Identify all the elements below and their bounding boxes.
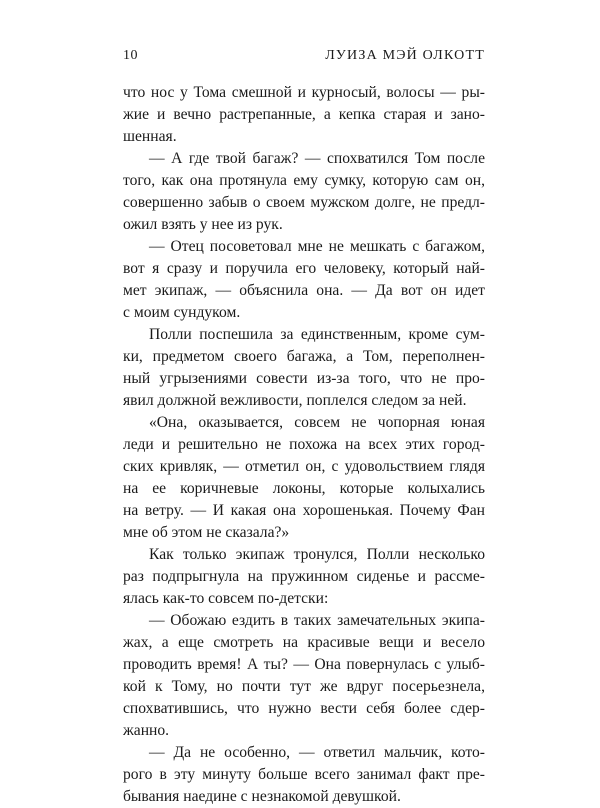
text-line: — Отец посоветовал мне не мешкать с багажом, [149, 238, 485, 255]
text-line: Как только экипаж тронулся, Полли несколько [149, 546, 485, 563]
text-line: кой к Тому, но почти тут же вдруг посерьезнела, [123, 678, 485, 695]
text-line: Полли поспешила за единственным, кроме сум- [149, 326, 485, 343]
text-line: проводить время! А ты? — Она повернулась с улыб- [123, 656, 485, 673]
text-line: спохватившись, что нужно вести себя более сдер- [123, 700, 485, 717]
text-line: ялась как-то совсем по-детски: [123, 590, 329, 607]
text-line: что нос у Тома смешной и курносый, волосы — ры- [123, 84, 485, 101]
text-line: раз подпрыгнула на пружинном сиденье и рассме- [123, 568, 485, 585]
text-line: рого в эту минуту больше всего занимал факт пре- [123, 766, 485, 783]
page-number: 10 [123, 48, 138, 63]
text-line: жие и вечно растрепанные, а кепка старая и зано- [123, 106, 485, 123]
text-line: ки, предметом своего багажа, а Том, переполнен- [123, 348, 485, 365]
text-line: шенная. [123, 128, 177, 145]
body-text [123, 82, 485, 808]
text-line: жах, а еще смотреть на красивые вещи и весело [123, 634, 485, 651]
text-line: ный угрызениями совести из-за того, что не про- [123, 370, 485, 387]
text-line: с моим сундуком. [123, 304, 241, 321]
text-line: «Она, оказывается, совсем не чопорная юная [149, 414, 485, 431]
text-line: — А где твой багаж? — спохватился Том после [149, 150, 485, 167]
text-line: мет экипаж, — объяснила она. — Да вот он идет [123, 282, 485, 299]
text-line: на ветру. — И какая она хорошенькая. Почему Фан [123, 502, 485, 519]
text-line: — Да не особенно, — ответил мальчик, кото- [149, 744, 485, 761]
text-line: жанно. [123, 722, 170, 739]
text-line: бывания наедине с незнакомой девушкой. [123, 788, 401, 805]
text-line: ских кривляк, — отметил он, с удовольствием глядя [123, 458, 485, 475]
text-line: вот я сразу и поручила его человеку, который най- [123, 260, 485, 277]
text-line: того, как она протянула ему сумку, которую сам он, [123, 172, 485, 189]
running-head [123, 48, 485, 72]
text-line: ожил взять у нее из рук. [123, 216, 283, 233]
running-title: ЛУИЗА МЭЙ ОЛКОТТ [325, 48, 485, 63]
text-line: совершенно забыв о своем мужском долге, не предл- [123, 194, 485, 211]
text-line: мне об этом не сказала?» [123, 524, 290, 541]
text-line: — Обожаю ездить в таких замечательных экипа- [149, 612, 485, 629]
text-line: на ее коричневые локоны, которые колыхались [123, 480, 485, 497]
text-line: леди и решительно не похожа на всех этих город- [123, 436, 485, 453]
text-line: явил должной вежливости, поплелся следом за ней. [123, 392, 467, 409]
